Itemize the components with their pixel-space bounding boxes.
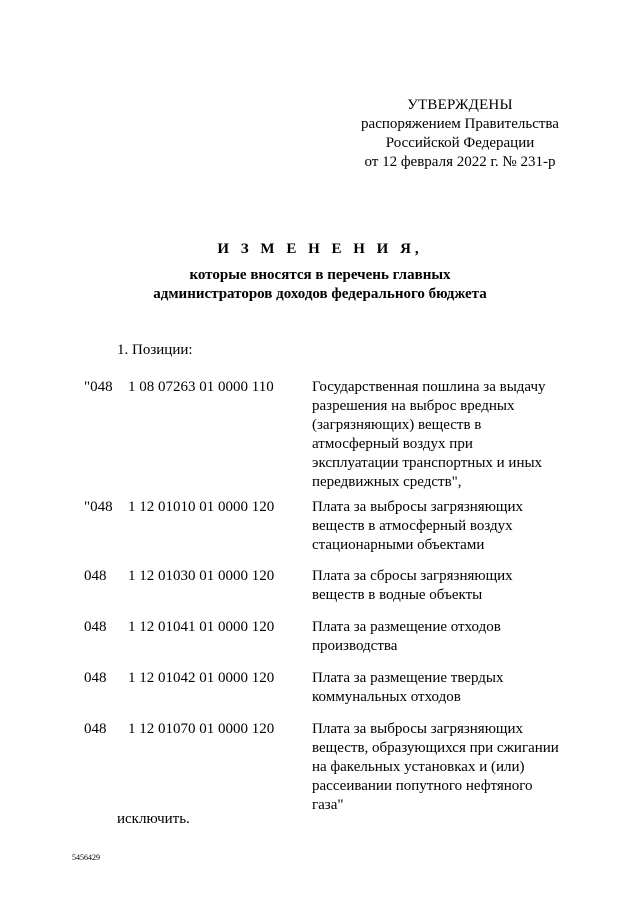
closing-text: исключить. <box>117 811 190 827</box>
description-line: Плата за сбросы загрязняющих <box>312 568 513 584</box>
document-number: 5456429 <box>72 853 100 862</box>
description-line: передвижных средств", <box>312 474 462 490</box>
description-line: эксплуатации транспортных и иных <box>312 455 543 471</box>
admin-code: 048 <box>84 670 107 686</box>
income-description <box>312 669 572 707</box>
income-description <box>312 378 572 492</box>
description-line: газа" <box>312 797 344 813</box>
description-line: стационарными объектами <box>312 537 485 553</box>
admin-code: "048 <box>84 379 113 395</box>
admin-code: 048 <box>84 619 107 635</box>
admin-code: 048 <box>84 721 107 737</box>
description-line: рассеивании попутного нефтяного <box>312 778 533 794</box>
approval-block <box>340 96 580 172</box>
document-subtitle <box>0 266 640 304</box>
description-line: Плата за размещение отходов <box>312 619 501 635</box>
description-line: веществ в атмосферный воздух <box>312 518 513 534</box>
income-description <box>312 498 572 555</box>
description-line: коммунальных отходов <box>312 689 461 705</box>
income-code: 1 08 07263 01 0000 110 <box>128 379 274 395</box>
description-line: Плата за размещение твердых <box>312 670 504 686</box>
income-description <box>312 720 572 815</box>
income-code: 1 12 01070 01 0000 120 <box>128 721 275 737</box>
income-code: 1 12 01030 01 0000 120 <box>128 568 275 584</box>
description-line: на факельных установках и (или) <box>312 759 525 775</box>
income-description <box>312 618 572 656</box>
admin-code: "048 <box>84 499 113 515</box>
income-code: 1 12 01010 01 0000 120 <box>128 499 275 515</box>
description-line: Плата за выбросы загрязняющих <box>312 499 523 515</box>
description-line: веществ в водные объекты <box>312 587 483 603</box>
income-description <box>312 567 572 605</box>
approval-line-3: от 12 февраля 2022 г. № 231-р <box>364 154 556 170</box>
description-line: Плата за выбросы загрязняющих <box>312 721 523 737</box>
subtitle-line-1: которые вносятся в перечень главных <box>189 267 451 283</box>
description-line: (загрязняющих) веществ в <box>312 417 482 433</box>
description-line: производства <box>312 638 398 654</box>
income-code: 1 12 01041 01 0000 120 <box>128 619 275 635</box>
description-line: веществ, образующихся при сжигании <box>312 740 559 756</box>
approval-line-2: Российской Федерации <box>385 135 535 151</box>
approval-heading: УТВЕРЖДЕНЫ <box>407 97 513 113</box>
admin-code: 048 <box>84 568 107 584</box>
description-line: атмосферный воздух при <box>312 436 473 452</box>
description-line: разрешения на выброс вредных <box>312 398 515 414</box>
approval-line-1: распоряжением Правительства <box>361 116 559 132</box>
income-code: 1 12 01042 01 0000 120 <box>128 670 275 686</box>
subtitle-line-2: администраторов доходов федерального бюджета <box>153 286 487 302</box>
document-title: И З М Е Н Е Н И Я, <box>217 241 423 257</box>
intro-text: 1. Позиции: <box>117 342 193 358</box>
description-line: Государственная пошлина за выдачу <box>312 379 546 395</box>
